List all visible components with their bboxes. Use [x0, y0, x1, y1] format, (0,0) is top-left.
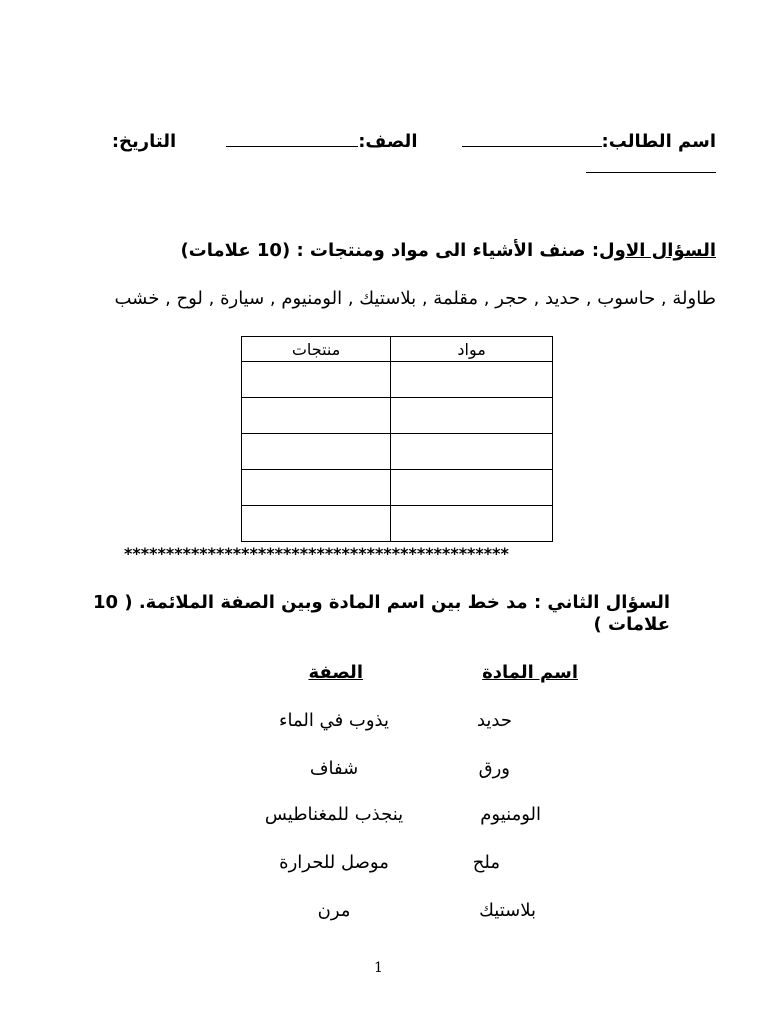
material-cell[interactable] [391, 506, 553, 542]
material-item: حديد [476, 710, 512, 731]
material-item: بلاستيك [479, 900, 536, 921]
product-cell[interactable] [242, 362, 391, 398]
question-1-label: السؤال الاول [599, 240, 716, 261]
separator-stars: ********************************************** [124, 544, 509, 563]
header-products: منتجات [242, 337, 391, 362]
sort-table [241, 336, 553, 542]
material-item: ورق [478, 758, 510, 779]
date-blank [586, 156, 716, 173]
column-property-heading: الصفة [308, 662, 363, 683]
material-cell[interactable] [391, 398, 553, 434]
date-label: التاريخ: [111, 131, 177, 152]
class-blank [226, 128, 358, 147]
product-cell[interactable] [242, 434, 391, 470]
property-item: شفاف [309, 758, 359, 779]
product-cell[interactable] [242, 398, 391, 434]
question-1-instruction: : صنف الأشياء الى مواد ومنتجات : (10 علامات) [180, 240, 600, 261]
table-row [242, 362, 553, 398]
material-cell[interactable] [391, 362, 553, 398]
table-row [242, 506, 553, 542]
question-2-title: السؤال الثاني : مد خط بين اسم المادة وبين الصفة الملائمة. ( 10 علامات ) [93, 592, 670, 635]
material-cell[interactable] [391, 434, 553, 470]
table-row [242, 434, 553, 470]
class-label: الصف: [358, 131, 418, 152]
student-info-line [112, 128, 716, 152]
column-material-heading: اسم المادة [482, 662, 578, 683]
table-header-row [242, 337, 553, 362]
header-materials: مواد [391, 337, 553, 362]
student-name-label: اسم الطالب: [601, 131, 716, 152]
table-row [242, 470, 553, 506]
property-item: مرن [317, 900, 351, 921]
question-1-items: طاولة , حاسوب , حديد , حجر , مقلمة , بلاستيك , الومنيوم , سيارة , لوح , خشب [114, 288, 716, 309]
material-cell[interactable] [391, 470, 553, 506]
property-item: ينجذب للمغناطيس [264, 804, 404, 825]
material-item: ملح [472, 852, 500, 873]
product-cell[interactable] [242, 506, 391, 542]
question-1-title [180, 240, 716, 261]
student-name-blank [462, 128, 602, 147]
page-number: 1 [374, 960, 383, 976]
table-row [242, 398, 553, 434]
product-cell[interactable] [242, 470, 391, 506]
property-item: يذوب في الماء [279, 710, 389, 731]
property-item: موصل للحرارة [279, 852, 389, 873]
material-item: الومنيوم [480, 804, 541, 825]
